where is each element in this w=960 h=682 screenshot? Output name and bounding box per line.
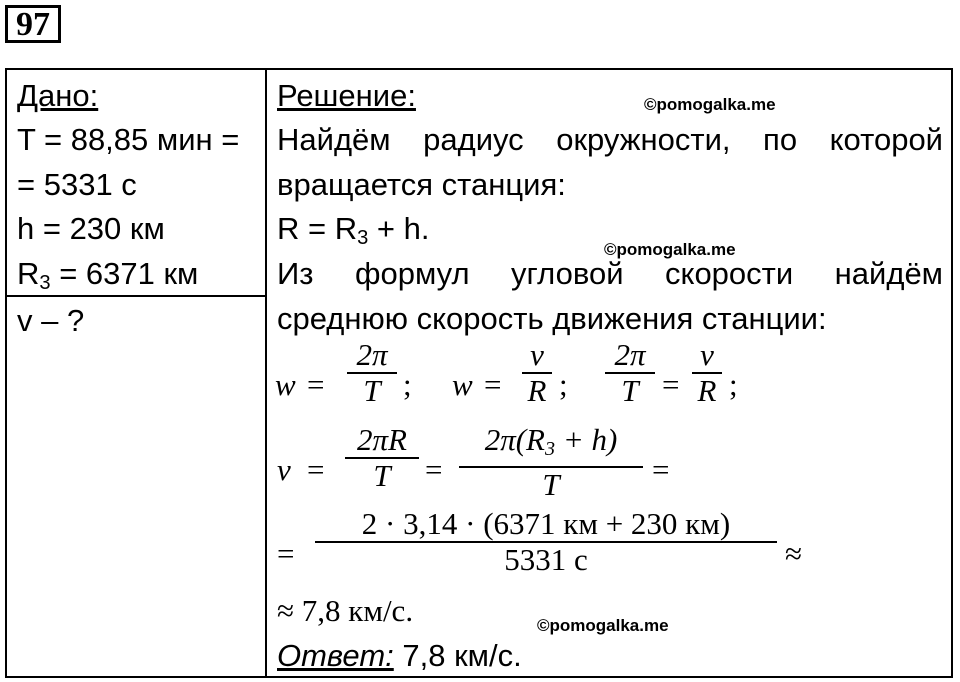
solution-paragraph-2-line-2: среднюю скорость движения станции: xyxy=(277,301,827,336)
solution-paragraph-1-line-1: Найдём радиус окружности, по которой xyxy=(277,122,943,157)
watermark: ©pomogalka.me xyxy=(644,95,776,114)
given-period: T = 88,85 мин = xyxy=(17,122,240,157)
solution-table: Дано: T = 88,85 мин = = 5331 с h = 230 км $R_3 = 6371$ км v – ? Решение: Найдём радиус окружности, по которой вращается станция: $R = R_3 + h$. Из формул угловой скорости найдём среднюю скорость движения станции: w = 2π T ; w = v R ; 2π T = v R ; v = 2πR T = $2\pi(R_3 + h)$ T = = 2 · 3,14 · (6371 км + 230 км) 5331 с ≈ ≈ 7,8 км/с. Ответ: 7,8 км/с. ©pomogalka.me ©pomogalka.me ©pomogalka.me xyxy=(5,68,953,678)
given-period-seconds: = 5331 с xyxy=(17,167,137,202)
solution-paragraph-2-line-1: Из формул угловой скорости найдём xyxy=(277,256,943,291)
given-height: h = 230 км xyxy=(17,211,165,246)
answer-label: Ответ: xyxy=(277,638,394,673)
column-divider xyxy=(265,70,267,676)
given-heading: Дано: xyxy=(17,78,99,113)
radius-formula: $R = R_3 + h$. xyxy=(277,211,430,250)
watermark: ©pomogalka.me xyxy=(537,616,669,635)
problem-number: 97 xyxy=(5,5,61,43)
given-earth-radius: $R_3 = 6371$ км xyxy=(17,256,199,295)
answer-value: 7,8 км/с. xyxy=(393,638,522,673)
solution-heading: Решение: xyxy=(277,78,416,113)
answer xyxy=(277,638,522,674)
solution-paragraph-1-line-2: вращается станция: xyxy=(277,167,566,202)
watermark: ©pomogalka.me xyxy=(604,240,736,259)
find-velocity: v – ? xyxy=(17,303,85,338)
velocity-result: ≈ 7,8 км/с. xyxy=(277,593,414,628)
